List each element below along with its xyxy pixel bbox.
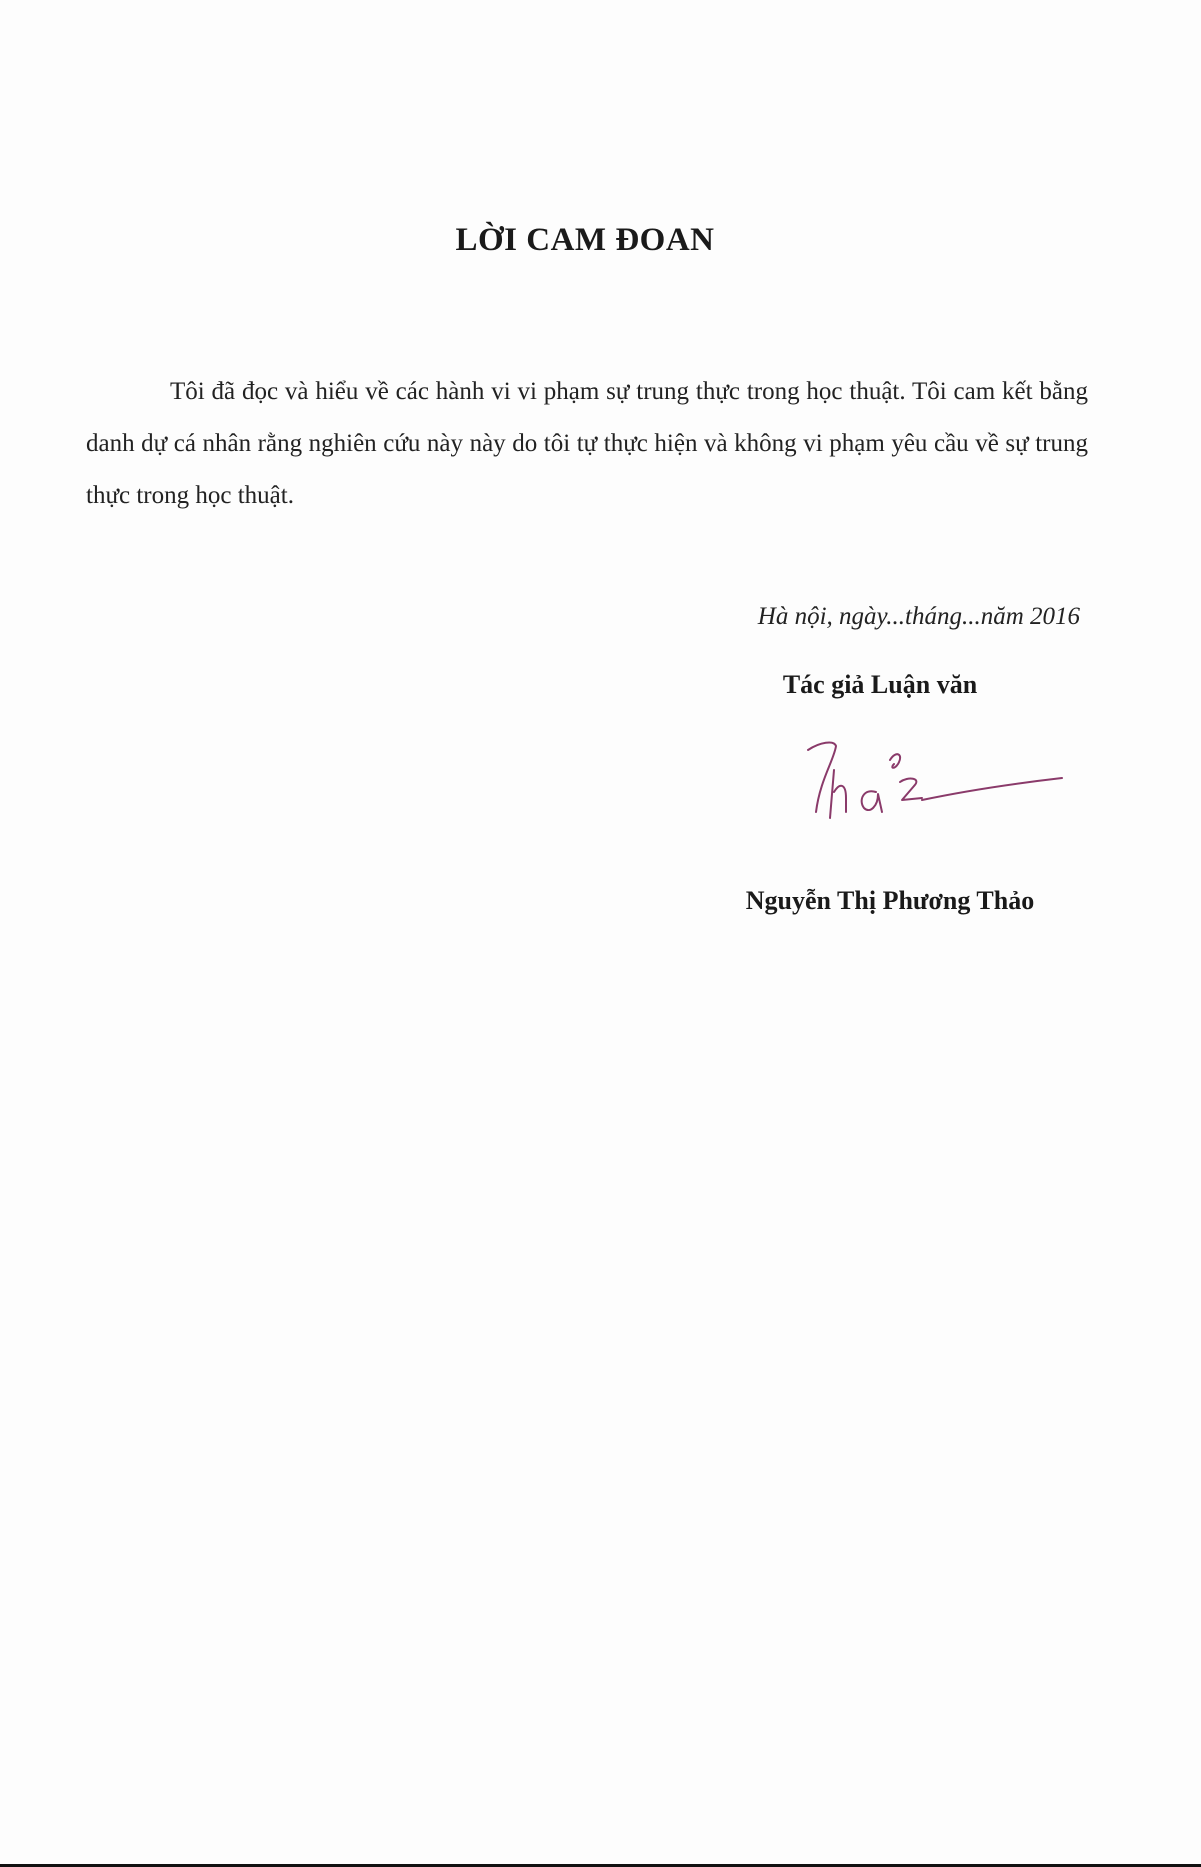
declaration-paragraph: Tôi đã đọc và hiểu về các hành vi vi phạm sự trung thực trong học thuật. Tôi cam kết bằng danh dự cá nhân rằng nghiên cứu này này do tôi tự thực hiện và không vi phạm yêu cầu về sự trung thực trong học thuật. (86, 378, 1088, 509)
page-title: LỜI CAM ĐOAN (455, 222, 715, 258)
date-line: Hà nội, ngày...tháng...năm 2016 (757, 603, 1080, 630)
signature (790, 720, 1070, 830)
author-name: Nguyễn Thị Phương Thảo (745, 886, 1035, 915)
author-role: Tác giả Luận văn (782, 670, 978, 699)
